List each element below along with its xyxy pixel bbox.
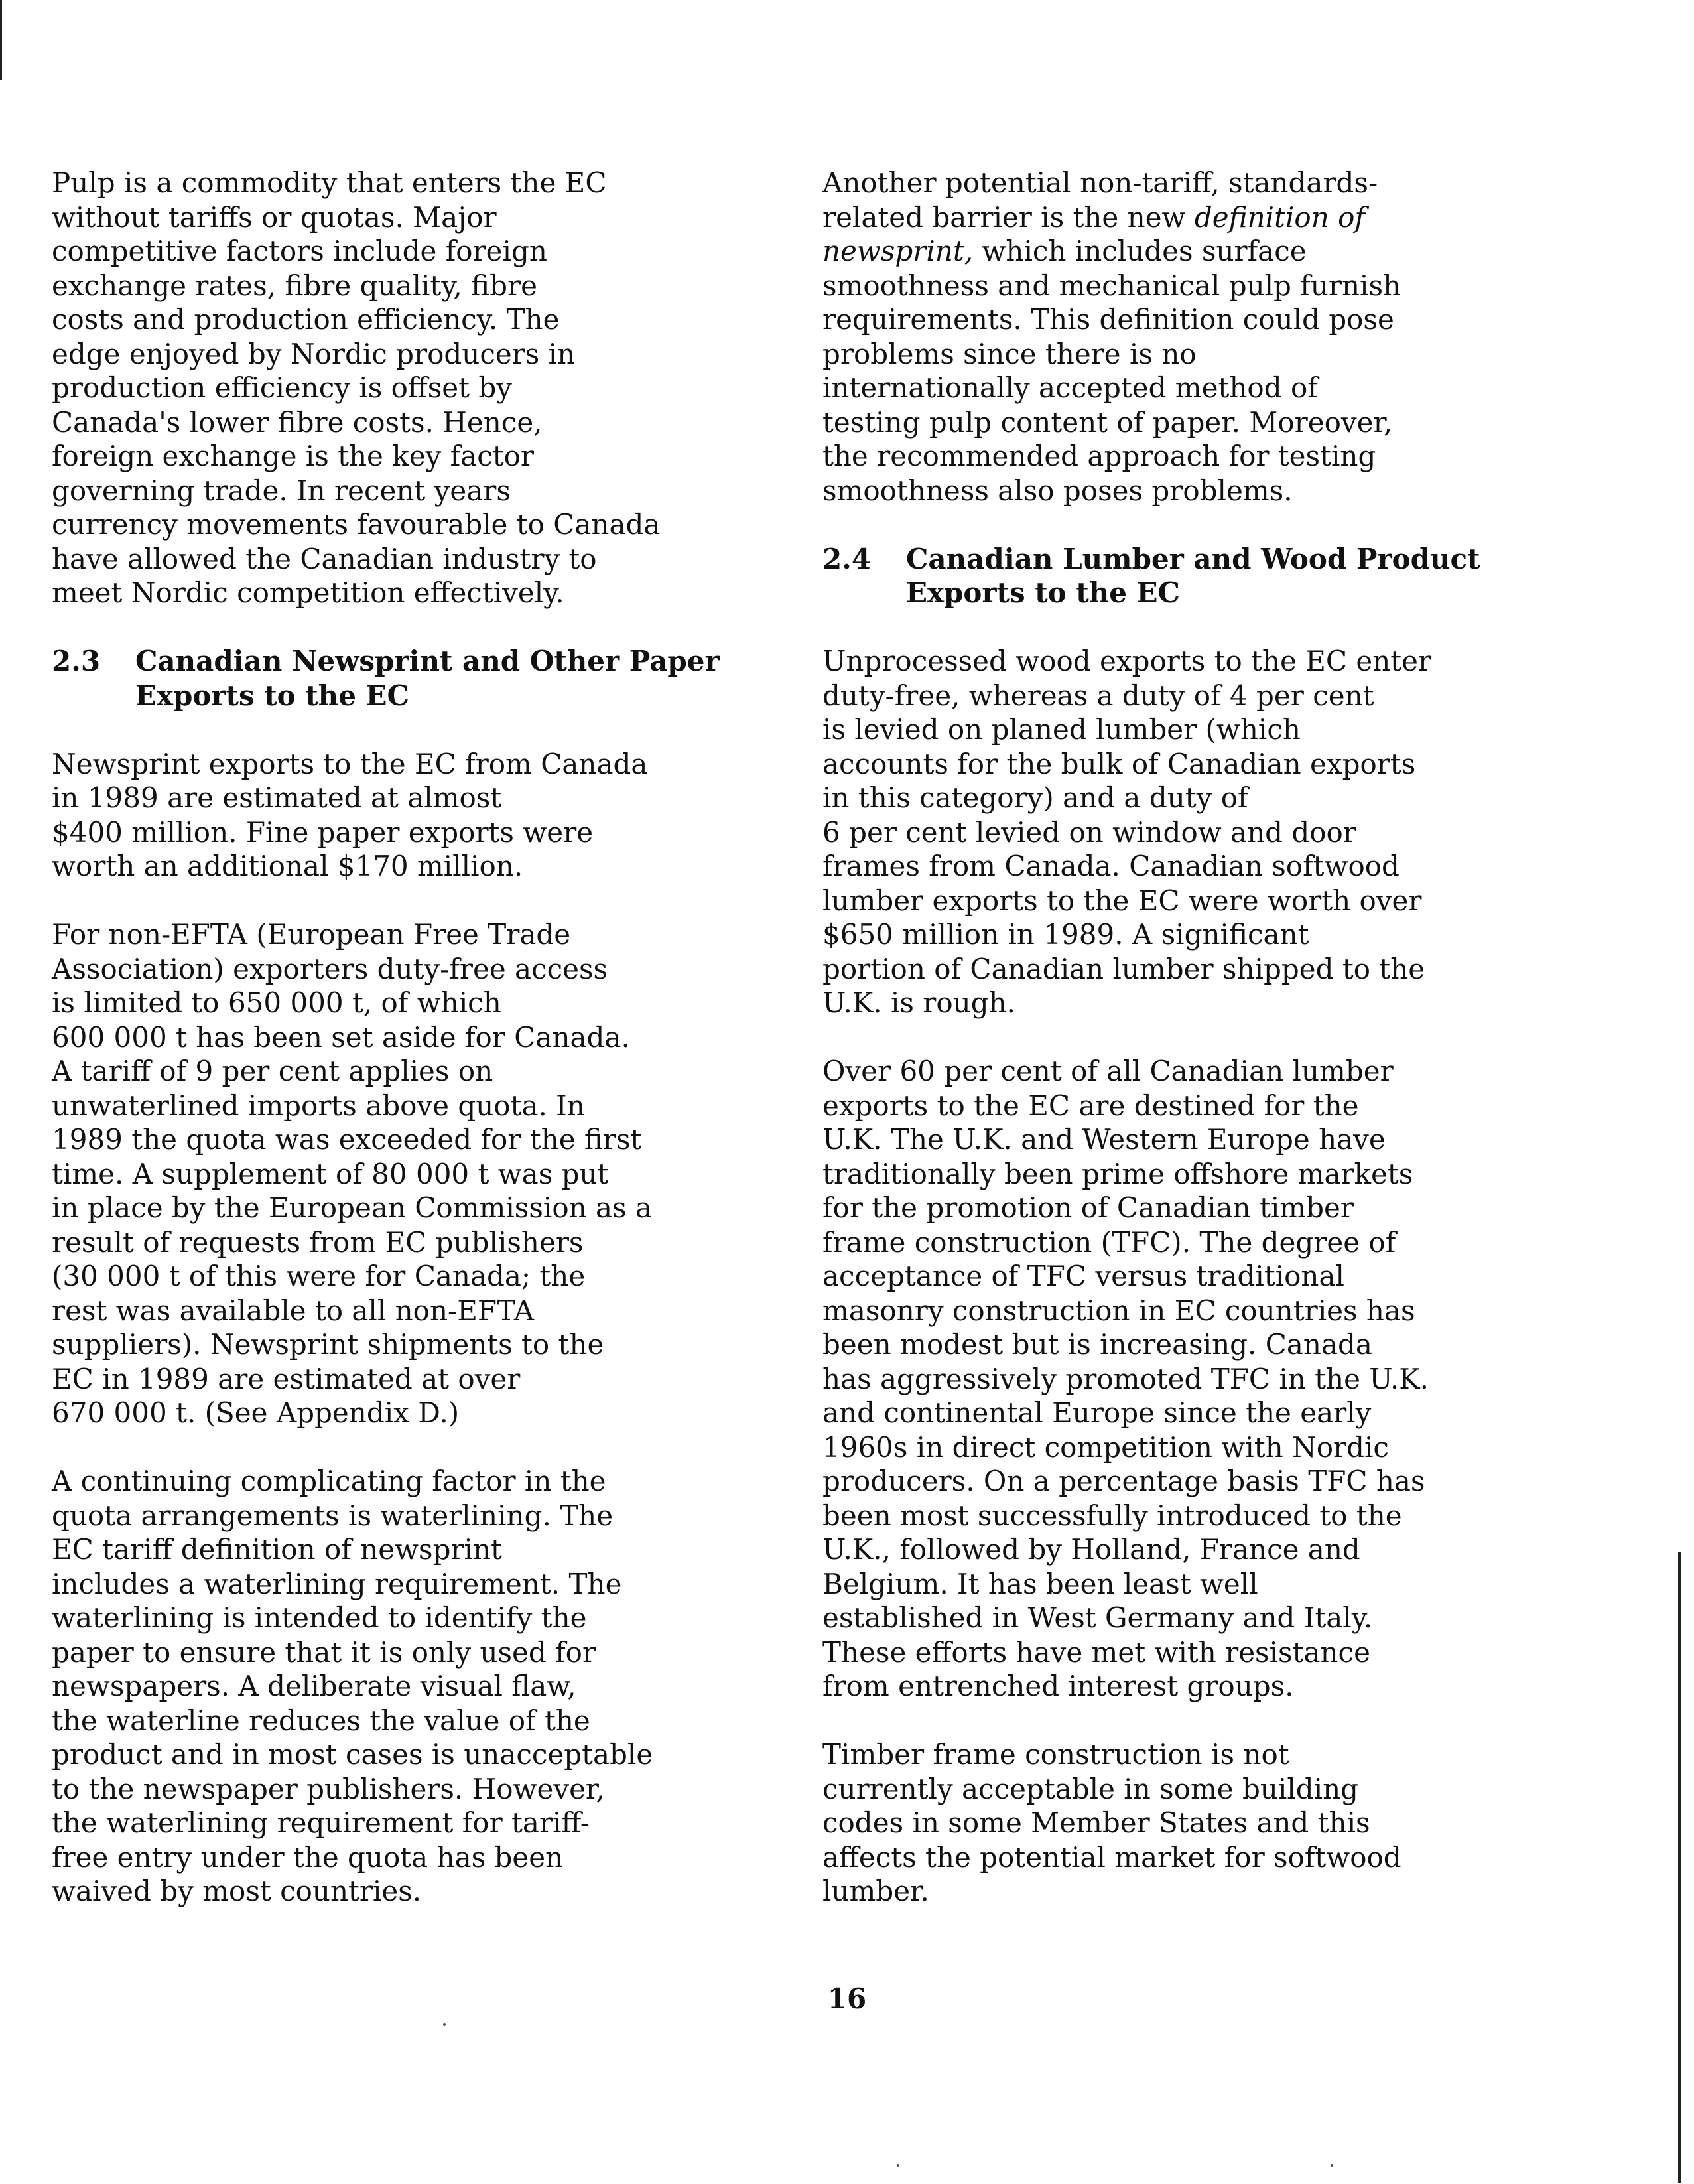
scan-edge-left <box>0 0 2 80</box>
scan-speck <box>1331 2164 1333 2167</box>
page-number: 16 <box>827 1982 867 2015</box>
paragraph-building-codes: Timber frame construction is not currently acceptable in some building codes in some Member States and this affects the potential market for softwood lumber. <box>822 1738 1401 1907</box>
section-heading-2-4 <box>822 542 1512 610</box>
scan-speck <box>897 2164 899 2167</box>
paragraph-wood-duties: Unprocessed wood exports to the EC enter duty-free, whereas a duty of 4 per cent is levied on planed lumber (which accounts for the bulk of Canadian exports in this category) and a duty of 6 per cent levied on window and door frames from Canada. Canadian softwood lumber exports to the EC were worth over $650 million in 1989. A significant portion of Canadian lumber shipped to the U.K. is rough. <box>822 645 1432 1019</box>
italic-run: newsprint, <box>822 235 974 267</box>
text-run: which includes surface smoothness and mechanical pulp furnish requirements. This definition could pose problems since there is no internationally accepted method of testing pulp content of paper. Moreover, the recommended approach for testing smoothness also poses problems. <box>822 235 1401 507</box>
italic-run: definition of <box>1194 200 1365 234</box>
paragraph-tfc: Over 60 per cent of all Canadian lumber exports to the EC are destined for the U.K. The U.K. and Western Europe have traditionally been prime offshore markets for the promotion of Canadian timber frame construction (TFC). The degree of acceptance of TFC versus traditional masonry construction in EC countries has been modest but is increasing. Canada has aggressively promoted TFC in the U.K. and continental Europe since the early 1960s in direct competition with Nordic producers. On a percentage basis TFC has been most successfully introduced to the U.K., followed by Holland, France and Belgium. It has been least well established in West Germany and Italy. These efforts have met with resistance from entrenched interest groups. <box>822 1055 1429 1702</box>
text-run: Another potential non-tariff, standards- related barrier is the new <box>822 167 1378 234</box>
paragraph-newsprint-definition <box>822 166 1512 508</box>
left-column <box>52 166 742 1909</box>
scan-edge-right <box>1678 1552 1681 2183</box>
section-title: Canadian Newsprint and Other Paper Exports to the EC <box>135 645 720 712</box>
section-title: Canadian Lumber and Wood Product Exports to the EC <box>906 542 1480 609</box>
right-column <box>822 166 1512 1909</box>
paragraph-newsprint-exports: Newsprint exports to the EC from Canada in 1989 are estimated at almost $400 million. Fine paper exports were worth an additional $170 million. <box>52 747 648 882</box>
scan-speck <box>443 2023 446 2026</box>
paragraph-pulp: Pulp is a commodity that enters the EC without tariffs or quotas. Major competitive factors include foreign exchange rates, fibre quality, fibre costs and production efficiency. The edge enjoyed by Nordic producers in production efficiency is offset by Canada's lower fibre costs. Hence, foreign exchange is the key factor governing trade. In recent years currency movements favourable to Canada have allowed the Canadian industry to meet Nordic competition effectively. <box>52 167 661 609</box>
section-heading-2-3 <box>52 644 742 713</box>
section-number: 2.4 <box>822 542 872 575</box>
paragraph-waterlining: A continuing complicating factor in the quota arrangements is waterlining. The EC tariff definition of newsprint includes a waterlining requirement. The waterlining is intended to identify the paper to ensure that it is only used for newspapers. A deliberate visual flaw, the waterline reduces the value of the product and in most cases is unacceptable to the newspaper publishers. However, the waterlining requirement for tariff- free entry under the quota has been waived by most countries. <box>52 1465 653 1907</box>
paragraph-non-efta: For non-EFTA (European Free Trade Association) exporters duty-free access is limited to 650 000 t, of which 600 000 t has been set aside for Canada. A tariff of 9 per cent applies on unwaterlined imports above quota. In 1989 the quota was exceeded for the first time. A supplement of 80 000 t was put in place by the European Commission as a result of requests from EC publishers (30 000 t of this were for Canada; the rest was available to all non-EFTA suppliers). Newsprint shipments to the EC in 1989 are estimated at over 670 000 t. (See Appendix D.) <box>52 918 652 1429</box>
section-number: 2.3 <box>52 645 101 677</box>
